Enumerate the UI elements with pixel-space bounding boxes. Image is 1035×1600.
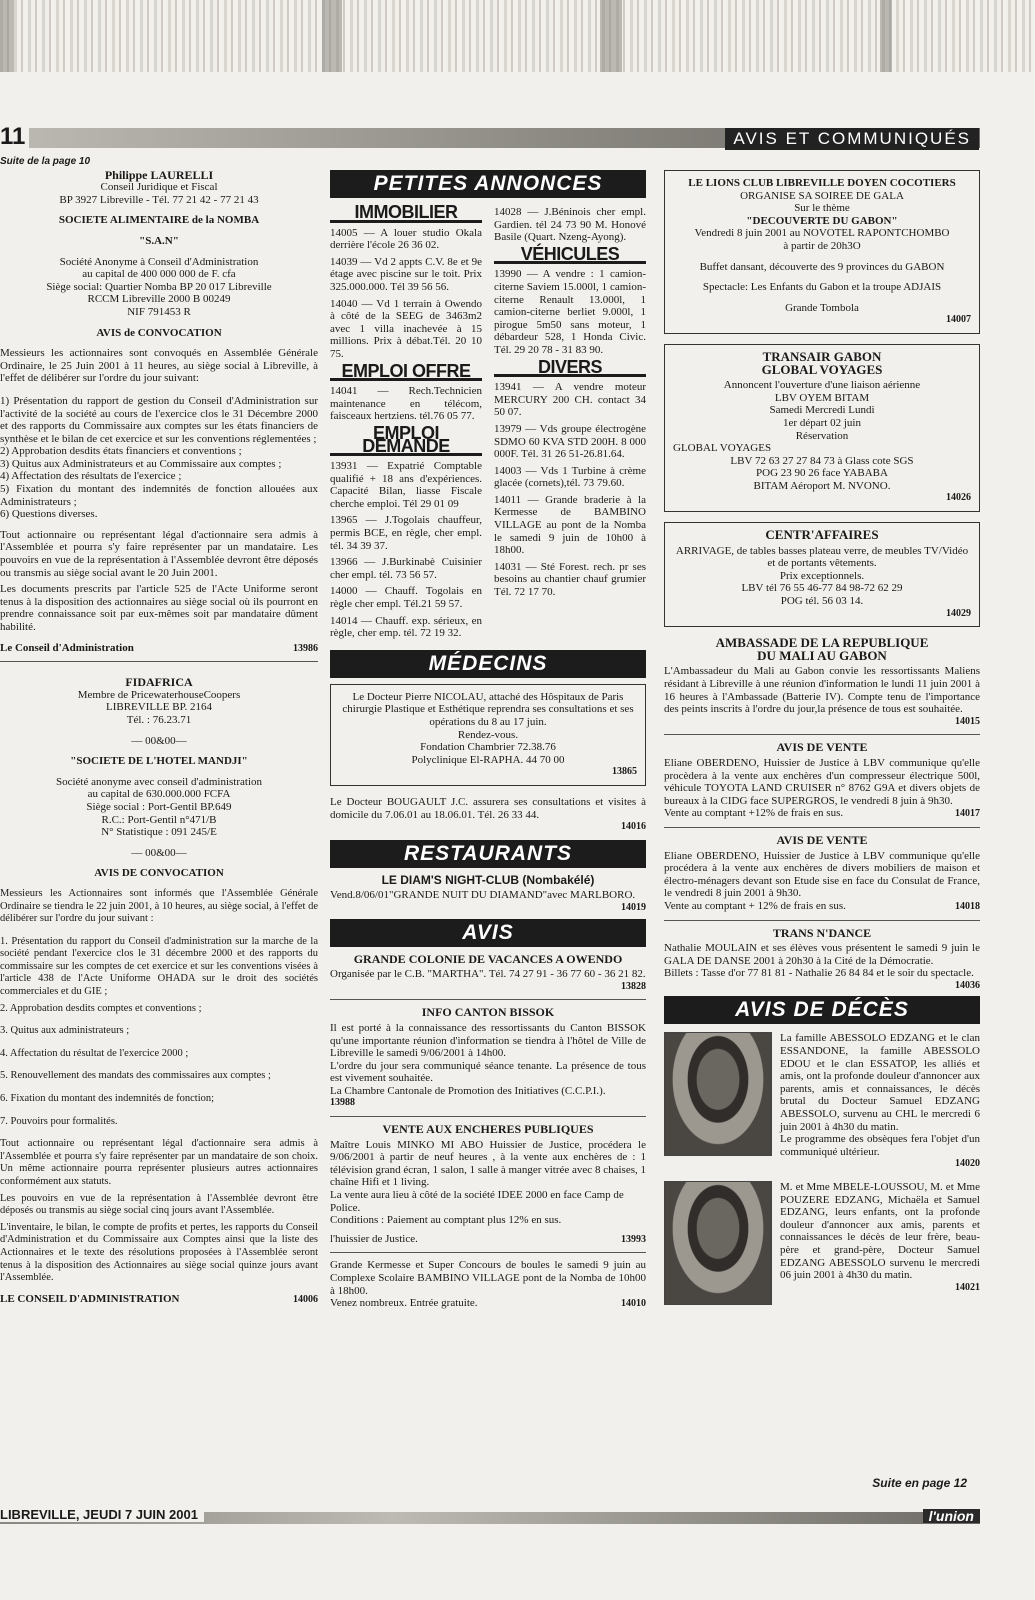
transair-line: GLOBAL VOYAGES bbox=[673, 442, 772, 455]
ambassade-title: DU MALI AU GABON bbox=[757, 647, 887, 663]
lions-line: "DECOUVERTE DU GABON" bbox=[746, 214, 898, 227]
canton-paragraph: L'ordre du jour sera communiqué séance tenante. La présence de tous est vivement souhaitée. bbox=[330, 1059, 646, 1085]
emploi-offre-heading: EMPLOI OFFRE bbox=[330, 365, 482, 382]
ad-number: 13986 bbox=[293, 642, 318, 654]
deces-line: Le programme des obsèques fera l'objet d'un communiqué ultérieur. bbox=[780, 1133, 980, 1158]
ad-number: 14007 bbox=[946, 314, 971, 326]
transair-title: GLOBAL VOYAGES bbox=[761, 361, 883, 377]
canton-paragraph: La Chambre Cantonale de Promotion des Initiatives (C.C.P.I.). bbox=[330, 1084, 606, 1097]
vente-encheres-title: VENTE AUX ENCHERES PUBLIQUES bbox=[382, 1122, 594, 1137]
avis2-intro: Messieurs les Actionnaires sont informés que l'Assemblée Générale Ordinaire se tiendra le 22 juin 2001, à 10 heures, au siège social, à l'effet de délibérer sur l'ordre du jour suivant : bbox=[0, 887, 318, 925]
trans-ndance-line: Billets : Tasse d'or 77 81 81 - Nathalie 26 84 84 et le soir du spectacle. bbox=[664, 967, 974, 980]
avis1-item: 1) Présentation du rapport de gestion du Conseil d'Administration sur l'activité de la société au cours de l'exercice clos le 31 Décembre 2000 et des rapports du Commissaire aux comptes sur les états financiers de synthèse et le bilan de cet exercice et sur les conventions réglementées ; bbox=[0, 394, 318, 445]
page-number: 11 bbox=[0, 124, 29, 150]
fidafrica-line: Membre de PricewaterhouseCoopers bbox=[77, 688, 241, 701]
avis2-item: 5. Renouvellement des mandats des commissaires aux comptes ; bbox=[0, 1070, 271, 1082]
medecin-text: Le Docteur Pierre NICOLAU, attaché des Hôspitaux de Paris chirurgie Plastique et Esthétique reprendra ses consultations et ses opérations du 8 au 17 juin. bbox=[342, 690, 634, 728]
classified-item: 14005 — A louer studio Okala derrière l'école 26 36 02. bbox=[330, 226, 482, 252]
medecin-bougault: Le Docteur BOUGAULT J.C. assurera ses consultations et visites à domicile du 7.06.01 au 18.06.01. Tél. 26 33 44. bbox=[330, 795, 646, 821]
portrait-photo bbox=[664, 1181, 772, 1305]
transair-line: POG 23 90 26 face YABABA bbox=[756, 467, 888, 480]
avis2-paragraph: Tout actionnaire ou représentant légal d'actionnaire sera admis à l'Assemblée et pourra s'y faire représenter par un mandataire de son choix. Un même actionnaire pourra représenter plusieurs autres actionnaires conformément aux statuts. bbox=[0, 1138, 318, 1187]
lions-line: Spectacle: Les Enfants du Gabon et la troupe ADJAIS bbox=[702, 281, 942, 294]
classifieds-right bbox=[494, 202, 646, 644]
laurelli-name: Philippe LAURELLI bbox=[104, 167, 214, 182]
lions-line: Buffet dansant, découverte des 9 provinces du GABON bbox=[699, 260, 945, 273]
ad-number: 14026 bbox=[946, 492, 971, 504]
avis1-paragraph: Les documents prescrits par l'article 525 de l'Acte Uniforme seront tenus à la disposition des actionnaires au siège social où ils pourront en prendre connaissance soit par eux-mêmes soit par mandataire dûment habilité. bbox=[0, 583, 318, 633]
avis-vente-title: AVIS DE VENTE bbox=[776, 832, 868, 847]
scan-top-band bbox=[0, 0, 1035, 72]
classified-item: 14011 — Grande braderie à la Kermesse de BAMBINO VILLAGE au pont de la Nomba le samedi 9 juin de 10h00 à 18h00. bbox=[494, 493, 646, 557]
transair-line: LBV OYEM BITAM bbox=[774, 391, 870, 404]
centraffaires-title: CENTR'AFFAIRES bbox=[765, 527, 879, 543]
ad-number: 14015 bbox=[955, 715, 980, 727]
vente-paragraph: Maître Louis MINKO MI ABO Huissier de Justice, procédera le 9/06/2001 à partir de neuf heures , à la vente aux enchères de : 1 télévision grand écran, 1 salon, 1 salle à manger vitrée avec 8 chaises, 1 chaîne Hifi et 1 living. bbox=[330, 1138, 646, 1189]
classified-item: 13979 — Vds groupe électrogène SDMO 60 KVA STD 200H. 8 000 000F. Tél. 31 26 51-26.81.64. bbox=[494, 422, 646, 461]
kermesse-line: Venez nombreux. Entrée gratuite. bbox=[330, 1297, 478, 1310]
vente-paragraph: La vente aura lieu à côté de la société IDEE 2000 en face Camp de Police. bbox=[330, 1189, 624, 1214]
medecin-line: Fondation Chambrier 72.38.76 bbox=[420, 741, 556, 754]
laurelli-role: Conseil Juridique et Fiscal bbox=[100, 181, 218, 194]
classified-item: 13990 — A vendre : 1 camion-citerne Saviem 15.000l, 1 camion-citerne Renault 13.000l, 1 camion-citerne berliet 9.000l, 1 pirogue 5m50 sans moteur, 1 débardeur 528, 1 Honda Civic. Tél. 29 20 78 - 31 83 90. bbox=[494, 268, 646, 356]
avis-vente-text: Eliane OBERDENO, Huissier de Justice à LBV communique qu'elle procédera à la vente aux enchères de divers mobiliers de maison et électro-ménagers devant son Etude sise en face du Consulat de France, le vendredi 8 juin 2001 à 9h30. bbox=[664, 849, 980, 900]
hotel-line: Société anonyme avec conseil d'administration bbox=[55, 775, 263, 788]
trans-ndance-text: Nathalie MOULAIN et ses élèves vous présentent le samedi 9 juin le GALA DE DANSE 2001 à 20h30 à la Cité de la Démocratie. bbox=[664, 942, 980, 967]
transair-box bbox=[664, 344, 980, 512]
medecin-line: Rendez-vous. bbox=[457, 728, 519, 741]
avis1-paragraph: Tout actionnaire ou représentant légal d'actionnaire sera admis à l'Assemblée et pourra s'y faire représenter par un mandataire. Les pouvoirs en vue de la représentation à l'Assemblée devront être déposés ou transmis au siège social avant le 20 Juin 2001. bbox=[0, 528, 318, 579]
avis1-item: 3) Quitus aux Administrateurs et au Commissaire aux comptes ; bbox=[0, 457, 282, 470]
laurelli-address: BP 3927 Libreville - Tél. 77 21 42 - 77 21 43 bbox=[59, 193, 259, 206]
ad-number: 14010 bbox=[621, 1298, 646, 1310]
fidafrica-line: Tél. : 76.23.71 bbox=[126, 713, 192, 726]
avis-vente-text: Eliane OBERDENO, Huissier de Justice à LBV communique qu'elle procèdera à la vente aux enchères d'un compresseur électrique 500l, véhicule TOYOTA LAND CRUISER n° 8762 G9A et divers objets de bureaux à la CIDG face SUPERGROS, le vendredi 8 juin à 9h30. bbox=[664, 756, 980, 807]
restaurant-title: LE DIAM'S NIGHT-CLUB (Nombakélé) bbox=[381, 872, 595, 887]
hotel-line: Siège social : Port-Gentil BP.649 bbox=[86, 800, 232, 813]
ad-number: 14017 bbox=[955, 808, 980, 820]
hotel-name: "SOCIETE DE L'HOTEL MANDJI" bbox=[70, 755, 248, 768]
immobilier-heading: IMMOBILIER bbox=[330, 206, 482, 223]
avis2-item: 7. Pouvoirs pour formalités. bbox=[0, 1115, 118, 1127]
avis-vente-line: Vente au comptant +12% de frais en sus. bbox=[664, 807, 844, 820]
san-line: Société Anonyme à Conseil d'Administration bbox=[59, 255, 259, 268]
column-right bbox=[664, 170, 980, 1315]
vente-paragraph: Conditions : Paiement au comptant plus 12% en sus. bbox=[330, 1214, 562, 1227]
colonie-text: Organisée par le C.B. "MARTHA". Tél. 74 27 91 - 36 77 60 - 36 21 82. bbox=[330, 968, 646, 981]
separator: — 00&00— bbox=[131, 734, 187, 747]
classified-item: 13941 — A vendre moteur MERCURY 200 CH. contact 34 50 07. bbox=[494, 381, 646, 419]
classified-item: 14031 — Sté Forest. rech. pr ses besoins au chantier chauf grumier Tél. 72 17 70. bbox=[494, 560, 646, 599]
hotel-line: au capital de 630.000.000 FCFA bbox=[87, 788, 231, 801]
ad-number: 13865 bbox=[612, 766, 637, 778]
restaurants-banner: RESTAURANTS bbox=[330, 840, 646, 868]
fidafrica-name: FIDAFRICA bbox=[125, 675, 193, 690]
kermesse-text: Grande Kermesse et Super Concours de boules le samedi 9 juin au Complexe Scolaire BAMBINO VILLAGE pont de la Nomba de 10h00 à 18h00. bbox=[330, 1259, 646, 1297]
avis-banner: AVIS bbox=[330, 919, 646, 947]
avis2-item: 3. Quitus aux administrateurs ; bbox=[0, 1025, 130, 1037]
medecin-line: Polyclinique El-RAPHA. 44 70 00 bbox=[411, 753, 565, 766]
san-line: RCCM Libreville 2000 B 00249 bbox=[87, 293, 231, 306]
avis2-item: 2. Approbation desdits comptes et conventions ; bbox=[0, 1002, 202, 1014]
lions-line: Sur le thème bbox=[794, 202, 850, 215]
san-line: au capital de 400 000 000 de F. cfa bbox=[82, 268, 236, 281]
avis1-signature: Le Conseil d'Administration bbox=[0, 641, 134, 654]
continued-on: Suite en page 12 bbox=[872, 1476, 967, 1490]
avis1-item: 4) Affectation des résultats de l'exercice ; bbox=[0, 470, 182, 483]
classified-item: 14003 — Vds 1 Turbine à crème glacée (cornets),tél. 73 79.60. bbox=[494, 464, 646, 490]
deces-notice bbox=[664, 1181, 980, 1305]
classified-item: 14041 — Rech.Technicien maintenance en télécom, faisceaux hertziens. tél.76 05 77. bbox=[330, 385, 482, 423]
transair-line: 1er départ 02 juin bbox=[783, 416, 861, 429]
continued-from: Suite de la page 10 bbox=[0, 156, 91, 167]
avis1-item: 5) Fixation du montant des indemnités de fonction allouées aux Administrateurs ; bbox=[0, 483, 318, 508]
ad-number: 13993 bbox=[621, 1233, 646, 1245]
petites-annonces-banner: PETITES ANNONCES bbox=[330, 170, 646, 198]
centraffaires-line: Prix exceptionnels. bbox=[779, 569, 865, 582]
canton-paragraph: Il est porté à la connaissance des ressortissants du Canton BISSOK qu'une importante réunion d'information se tiendra à l'hôtel de Ville de Libreville le samedi 9/06/2001 à 14h00. bbox=[330, 1021, 646, 1060]
lions-line: ORGANISE SA SOIREE DE GALA bbox=[740, 189, 904, 202]
lions-line: LE LIONS CLUB LIBREVILLE DOYEN COCOTIERS bbox=[688, 177, 956, 189]
classified-item: 14000 — Chauff. Togolais en règle cher empl. Tél.21 59 57. bbox=[330, 585, 482, 611]
deces-text: M. et Mme MBELE-LOUSSOU, M. et Mme POUZERE EDZANG, Michaëla et Samuel EDZANG, leurs enfants, ont la profonde douleur d'annoncer aux amis, parents et connaissances le décès de leur frère, beau-père et grand-père, Docteur Samuel EDZANG ABESSOLO survenu le mercredi 06 juin 2001 à 4h30 du matin. bbox=[780, 1181, 980, 1282]
lions-club-box bbox=[664, 170, 980, 334]
centraffaires-line: LBV tél 76 55 46-77 84 98-72 62 29 bbox=[741, 582, 903, 595]
avis-deces-banner: AVIS DE DÉCÈS bbox=[664, 996, 980, 1024]
avis2-item: 4. Affectation du résultat de l'exercice 2000 ; bbox=[0, 1047, 189, 1059]
medecins-banner: MÉDECINS bbox=[330, 650, 646, 678]
classifieds-left bbox=[330, 202, 482, 644]
avis2-signature: LE CONSEIL D'ADMINISTRATION bbox=[0, 1292, 180, 1305]
transair-line: Réservation bbox=[795, 429, 849, 442]
classified-item: 14028 — J.Béninois cher empl. Gardien. tél 24 73 90 M. Honové Basile (Quart. Nzeng-Ayong). bbox=[494, 206, 646, 244]
ad-number: 14020 bbox=[955, 1158, 980, 1170]
avis-vente-title: AVIS DE VENTE bbox=[776, 740, 868, 755]
dateline: LIBREVILLE, JEUDI 7 JUIN 2001 bbox=[0, 1507, 204, 1522]
ad-number: 13828 bbox=[621, 980, 646, 992]
ambassade-title: AMBASSADE DE LA REPUBLIQUE bbox=[715, 635, 929, 651]
hotel-line: N° Statistique : 091 245/E bbox=[101, 826, 217, 839]
ad-number: 14018 bbox=[955, 900, 980, 912]
classified-item: 14040 — Vd 1 terrain à Owendo à côté de la SEEG de 3463m2 avec 1 villa inachevée à 15 millions. Prix à débat.Tél. 20 10 75. bbox=[330, 297, 482, 360]
san-title: SOCIETE ALIMENTAIRE de la NOMBA bbox=[58, 214, 260, 227]
transair-line: Samedi Mercredi Lundi bbox=[769, 404, 875, 417]
column-left bbox=[0, 156, 318, 1306]
trans-ndance-title: TRANS N'DANCE bbox=[772, 925, 872, 940]
column-middle bbox=[330, 170, 646, 1311]
transair-line: LBV 72 63 27 27 84 73 à Glass cote SGS bbox=[730, 454, 914, 467]
hotel-line: R.C.: Port-Gentil n°471/B bbox=[101, 813, 217, 826]
emploi-demande-heading: EMPLOI DEMANDE bbox=[330, 427, 482, 456]
transair-title: TRANSAIR GABON bbox=[762, 348, 882, 364]
portrait-photo bbox=[664, 1032, 772, 1156]
transair-line: BITAM Aéroport M. NVONO. bbox=[753, 479, 891, 492]
vente-signature: l'huissier de Justice. bbox=[330, 1232, 418, 1245]
avis-vente-line: Vente au comptant + 12% de frais en sus. bbox=[664, 899, 846, 912]
lions-line: Grande Tombola bbox=[785, 301, 859, 314]
ad-number: 14019 bbox=[621, 901, 646, 913]
centraffaires-box bbox=[664, 522, 980, 627]
ad-number: 14016 bbox=[621, 821, 646, 833]
avis2-item: 6. Fixation du montant des indemnités de fonction; bbox=[0, 1093, 215, 1105]
classified-item: 13965 — J.Togolais chauffeur, permis BCE, en règle, cher empl. tél. 34 39 37. bbox=[330, 514, 482, 552]
avis1-item: 2) Approbation desdits états financiers et conventions ; bbox=[0, 445, 242, 458]
san-abbr: "S.A.N" bbox=[139, 234, 179, 247]
centraffaires-line: POG tél. 56 03 14. bbox=[780, 595, 864, 608]
canton-title: INFO CANTON BISSOK bbox=[421, 1005, 555, 1020]
classified-item: 13966 — J.Burkinabè Cuisinier cher empl. tél. 73 56 57. bbox=[330, 556, 482, 581]
section-title: AVIS ET COMMUNIQUÉS bbox=[725, 128, 979, 150]
ad-number: 14006 bbox=[293, 1293, 318, 1305]
avis1-title: AVIS de CONVOCATION bbox=[96, 326, 222, 339]
avis2-item: 1. Présentation du rapport du Conseil d'administration sur la marche de la société pendant l'exercice clos le 31 décembre 2000 et des rapports du commissaire sur les comptes de cet exercice et sur les conventions visées à l'article 438 de l'Acte Uniforme OHADA sur le droit des sociétés commerciales et du GIE ; bbox=[0, 935, 318, 998]
ad-number: 14036 bbox=[955, 979, 980, 991]
medecin-nicolau-box bbox=[330, 684, 646, 786]
san-line: NIF 791453 R bbox=[127, 305, 191, 318]
vehicules-heading: VÉHICULES bbox=[494, 248, 646, 265]
avis2-title: AVIS DE CONVOCATION bbox=[94, 867, 224, 880]
san-line: Siège social: Quartier Nomba BP 20 017 Libreville bbox=[46, 280, 272, 293]
deces-text: La famille ABESSOLO EDZANG et le clan ESSANDONE, la famille ABESSOLO EDOU et le clan ESSATOP, les alliés et amis, ont la profonde douleur d'annoncer aux parents, amis et connaissances, le décès brutal du Docteur Samuel EDZANG ABESSOLO, survenu au CHL le mercredi 6 juin 2001 à 4h30 du matin. bbox=[780, 1032, 980, 1133]
fidafrica-line: LIBREVILLE BP. 2164 bbox=[105, 701, 213, 714]
divers-heading: DIVERS bbox=[494, 361, 646, 378]
brand-logo: l'union bbox=[923, 1509, 980, 1523]
classified-item: 14039 — Vd 2 appts C.V. 8e et 9e étage avec piscine sur le toit. Prix 325.000.000. Tél 39 56 56. bbox=[330, 255, 482, 293]
transair-line: Annoncent l'ouverture d'une liaison aérienne bbox=[723, 379, 921, 392]
ambassade-text: L'Ambassadeur du Mali au Gabon convie les ressortissants Maliens résidant à Libreville à une réunion d'information le lundi 11 juin 2001 à 16 heures à l'Ambassade (Batterie IV). Compte tenu de l'importance des peints inscrits à l'ordre du jour,la présence de tous est souhaitée. bbox=[664, 665, 980, 716]
classified-item: 14014 — Chauff. exp. sérieux, en règle, cher emp. tél. 72 19 32. bbox=[330, 614, 482, 640]
restaurant-text: Vend.8/06/01"GRANDE NUIT DU DIAMAND"avec MARLBORO. bbox=[330, 889, 636, 902]
avis1-item: 6) Questions diverses. bbox=[0, 508, 98, 521]
avis1-intro: Messieurs les actionnaires sont convoqués en Assemblée Générale Ordinaire, le 25 Juin 2001 à 11 heures, au siège social à Libreville, à l'effet de délibérer sur l'ordre du jour suivant: bbox=[0, 347, 318, 385]
deces-notice bbox=[664, 1032, 980, 1171]
centraffaires-line: ARRIVAGE, de tables basses plateau verre, de meubles TV/Vidéo et de portants vêtements. bbox=[675, 544, 969, 570]
lions-line: à partir de 20h3O bbox=[783, 239, 861, 252]
ad-number: 13988 bbox=[330, 1097, 355, 1109]
classified-item: 13931 — Expatrié Comptable qualifié + 18 ans d'expériences. Capacité Bilan, liasse Fiscale cherche emploi. Tél 29 01 09 bbox=[330, 460, 482, 510]
separator: — 00&00— bbox=[131, 846, 187, 859]
lions-line: Vendredi 8 juin 2001 au NOVOTEL RAPONTCHOMBO bbox=[694, 227, 950, 240]
ad-number: 14029 bbox=[946, 607, 971, 619]
ad-number: 14021 bbox=[955, 1281, 980, 1293]
colonie-title: GRANDE COLONIE DE VACANCES A OWENDO bbox=[353, 951, 623, 966]
avis2-paragraph: L'inventaire, le bilan, le compte de profits et pertes, les rapports du Conseil d'Administration et du Commissaire aux Comptes ainsi que la liste des Actionnaires et le texte des résolutions proposées à l'Assemblée seront tenus à la disposition des Actionnaires au siège social quinze jours avant l'Assemblée. bbox=[0, 1221, 318, 1284]
newspaper-page bbox=[0, 72, 1035, 1600]
avis2-paragraph: Les pouvoirs en vue de la représentation à l'Assemblée devront être déposés ou transmis au siège social cinq jours avant l'Assemblée. bbox=[0, 1192, 318, 1217]
